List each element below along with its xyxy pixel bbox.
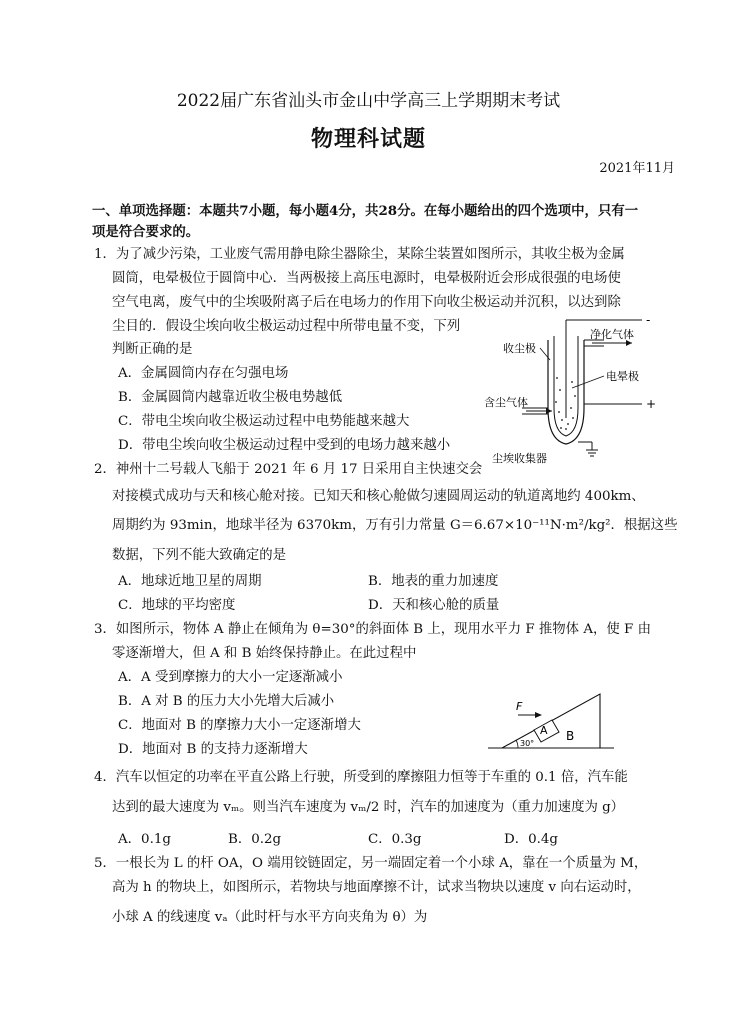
- q3-line: 零逐渐增大，但 A 和 B 始终保持静止。在此过程中: [112, 646, 417, 661]
- section-heading-line-1: 一、单项选择题：本题共7小题，每小题4分，共28分。在每小题给出的四个选项中，只有一: [92, 203, 639, 219]
- subject-title: 物理科试题: [310, 126, 426, 152]
- label-clean-gas: 净化气体: [590, 328, 634, 341]
- q2-option-d: D．天和核心舱的质量: [368, 598, 500, 613]
- q3-option-c: C．地面对 B 的摩擦力大小一定逐渐增大: [118, 718, 361, 733]
- q4-line: 达到的最大速度为 vₘ。则当汽车速度为 vₘ/2 时，汽车的加速度为（重力加速度为 g）: [112, 800, 625, 815]
- q4-option-d: D．0.4g: [504, 832, 558, 847]
- q2-option-c: C．地球的平均密度: [118, 598, 236, 613]
- q4-option-a: A．0.1g: [118, 832, 171, 847]
- label-corona: 电晕极: [606, 370, 639, 383]
- q2-option-b: B．地表的重力加速度: [368, 574, 499, 589]
- label-block-b: B: [566, 729, 575, 743]
- q4-line: 4．汽车以恒定的功率在平直公路上行驶，所受到的摩擦阻力恒等于车重的 0.1 倍，汽车能: [94, 770, 628, 785]
- q1-option-d: D．带电尘埃向收尘极运动过程中受到的电场力越来越小: [118, 438, 451, 453]
- label-collector: 收尘极: [503, 342, 536, 355]
- q3-option-a: A．A 受到摩擦力的大小一定逐渐减小: [118, 670, 343, 685]
- section-heading-line-2: 项是符合要求的。: [92, 224, 200, 240]
- q3-option-b: B．A 对 B 的压力大小先增大后减小: [118, 694, 335, 709]
- q1-option-c: C．带电尘埃向收尘极运动过程中电势能越来越大: [118, 414, 410, 429]
- label-dust-bin: 尘埃收集器: [492, 452, 547, 465]
- q3-line: 3．如图所示，物体 A 静止在倾角为 θ=30°的斜面体 B 上，现用水平力 F 推物体 A，使 F 由: [94, 622, 651, 637]
- precipitator-figure: [482, 308, 662, 468]
- q1-line: 判断正确的是: [112, 342, 193, 357]
- incline-figure: [488, 688, 618, 754]
- q5-line: 高为 h 的物块上，如图所示，若物块与地面摩擦不计，试求当物块以速度 v 向右运动时，: [112, 880, 641, 895]
- q2-line: 对接模式成功与天和核心舱对接。已知天和核心舱做匀速圆周运动的轨道离地约 400km、: [112, 489, 645, 504]
- label-block-a: A: [540, 724, 548, 737]
- q2-line: 2．神州十二号载人飞船于 2021 年 6 月 17 日采用自主快速交会: [94, 462, 483, 477]
- q4-option-b: B．0.2g: [228, 832, 282, 847]
- q1-option-a: A．金属圆筒内存在匀强电场: [118, 366, 289, 381]
- q5-line: 小球 A 的线速度 vₐ（此时杆与水平方向夹角为 θ）为: [112, 910, 428, 925]
- q3-option-d: D．地面对 B 的支持力逐渐增大: [118, 742, 308, 757]
- q1-option-b: B．金属圆筒内越靠近收尘极电势越低: [118, 390, 343, 405]
- label-plus: +: [646, 397, 657, 411]
- q1-line: 1．为了减少污染，工业废气需用静电除尘器除尘，某除尘装置如图所示，其收尘极为金属: [94, 247, 625, 262]
- q2-line: 周期约为 93min，地球半径为 6370km，万有引力常量 G＝6.67×10⁻¹¹N·m²/kg²．根据这些: [112, 518, 678, 533]
- exam-title: 2022届广东省汕头市金山中学高三上学期期末考试: [176, 91, 561, 111]
- q2-option-a: A．地球近地卫星的周期: [118, 574, 262, 589]
- q1-line: 圆筒，电晕极位于圆筒中心．当两极接上高压电源时，电晕极附近会形成很强的电场使: [112, 271, 621, 286]
- q1-line: 尘目的．假设尘埃向收尘极运动过程中所带电量不变，下列: [112, 319, 461, 334]
- label-force-f: F: [516, 700, 523, 713]
- q2-line: 数据，下列不能大致确定的是: [112, 548, 287, 563]
- label-angle: 30°: [520, 739, 535, 748]
- exam-date: 2021年11月: [599, 161, 675, 176]
- q5-line: 5．一根长为 L 的杆 OA，O 端用铰链固定，另一端固定着一个小球 A，靠在一个质量为 M，: [94, 856, 648, 871]
- q4-option-c: C．0.3g: [368, 832, 422, 847]
- label-minus: -: [646, 313, 651, 327]
- q1-line: 空气电离，废气中的尘埃吸附离子后在电场力的作用下向收尘极运动并沉积，以达到除: [112, 295, 621, 310]
- label-dusty-gas: 含尘气体: [484, 396, 528, 409]
